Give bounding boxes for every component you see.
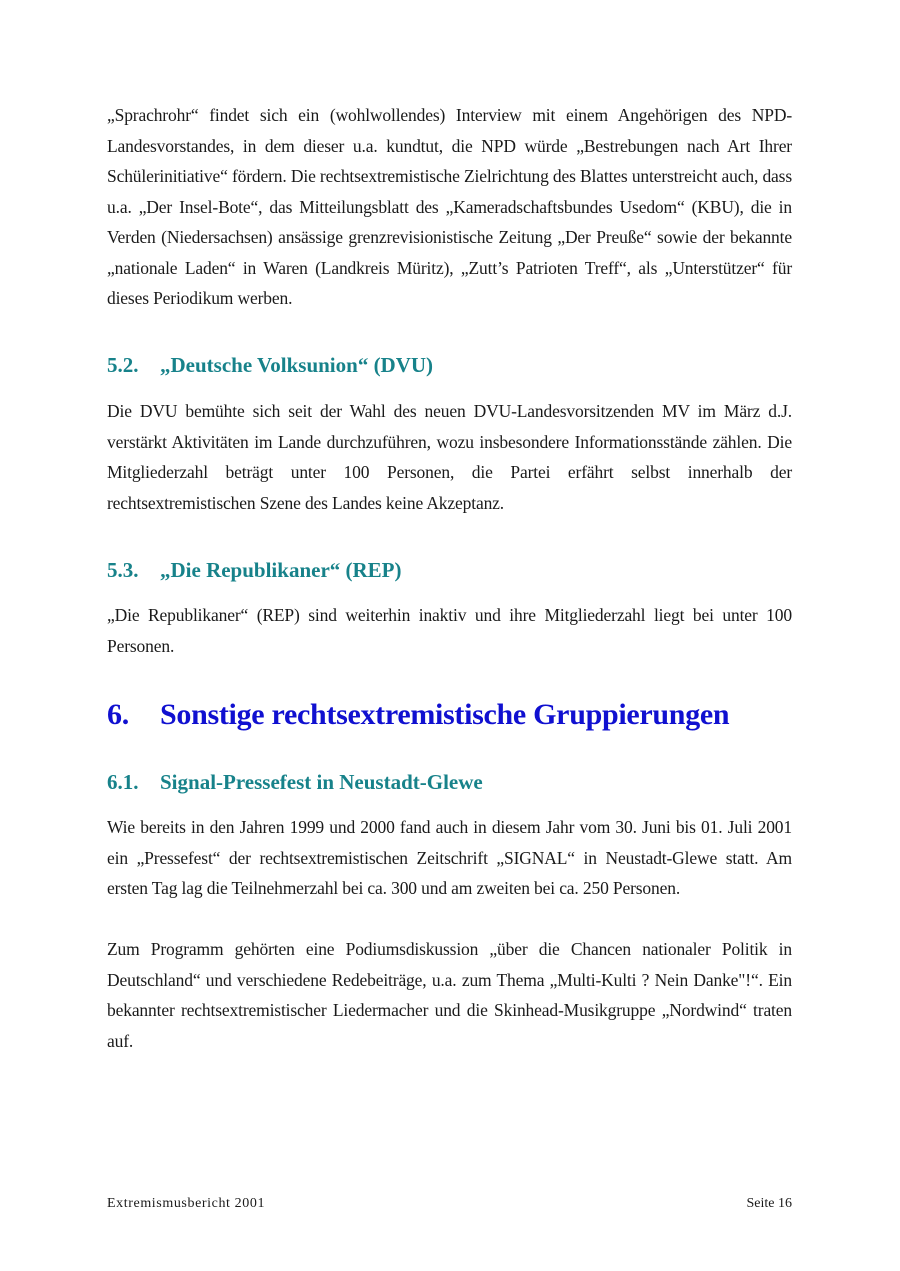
chapter-heading-6 <box>107 698 729 732</box>
footer-report-title: Extremismusbericht 2001 <box>107 1196 266 1211</box>
section-number: 6.1. <box>107 770 139 794</box>
section-heading-6-1 <box>107 770 483 795</box>
chapter-number: 6. <box>107 698 129 731</box>
section-title: „Die Republikaner“ (REP) <box>160 558 402 582</box>
section-number: 5.2. <box>107 353 139 377</box>
section-number: 5.3. <box>107 558 139 582</box>
intro-paragraph: „Sprachrohr“ findet sich ein (wohlwollendes) Interview mit einem Angehörigen des NPD-Landesvorstandes, in dem dieser u.a. kundtut, die NPD würde „Bestrebungen nach Art Ihrer Schülerinitiative“ fördern. Die rechtsextremistische Zielrichtung des Blattes unterstreicht auch, dass u.a. „Der Insel-Bote“, das Mitteilungsblatt des „Kameradschaftsbundes Usedom“ (KBU), die in Verden (Niedersachsen) ansässige grenzrevisionistische Zeitung „Der Preuße“ sowie der bekannte „nationale Laden“ in Waren (Landkreis Müritz), „Zutt’s Patrioten Treff“, als „Unterstützer“ für dieses Periodikum werben. <box>107 105 792 308</box>
section-6-1-paragraph-2: Zum Programm gehörten eine Podiumsdiskussion „über die Chancen nationaler Politik in Deutschland“ und verschiedene Redebeiträge, u.a. zum Thema „Multi-Kulti ? Nein Danke"!“. Ein bekannter rechtsextremistischer Liedermacher und die Skinhead-Musikgruppe „Nordwind“ traten auf. <box>107 939 792 1051</box>
section-5-2-paragraph: Die DVU bemühte sich seit der Wahl des neuen DVU-Landesvorsitzenden MV im März d.J. verstärkt Aktivitäten im Lande durchzuführen, wozu insbesondere Informationsstände zählen. Die Mitgliederzahl beträgt unter 100 Personen, die Partei erfährt selbst innerhalb der rechtsextremistischen Szene des Landes keine Akzeptanz. <box>107 401 792 513</box>
section-heading-5-2 <box>107 353 433 378</box>
section-heading-5-3 <box>107 558 402 583</box>
page-footer <box>107 1196 792 1212</box>
section-6-1-paragraph-1: Wie bereits in den Jahren 1999 und 2000 fand auch in diesem Jahr vom 30. Juni bis 01. Juli 2001 ein „Pressefest“ der rechtsextremistischen Zeitschrift „SIGNAL“ in Neustadt-Glewe statt. Am ersten Tag lag die Teilnehmerzahl bei ca. 300 und am zweiten bei ca. 250 Personen. <box>107 817 792 898</box>
chapter-title: Sonstige rechtsextremistische Gruppierungen <box>160 698 730 731</box>
footer-page-number: Seite 16 <box>746 1196 792 1211</box>
section-5-3-paragraph: „Die Republikaner“ (REP) sind weiterhin inaktiv und ihre Mitgliederzahl liegt bei unter 100 Personen. <box>107 605 792 656</box>
section-title: Signal-Pressefest in Neustadt-Glewe <box>160 770 483 794</box>
section-title: „Deutsche Volksunion“ (DVU) <box>160 353 434 377</box>
